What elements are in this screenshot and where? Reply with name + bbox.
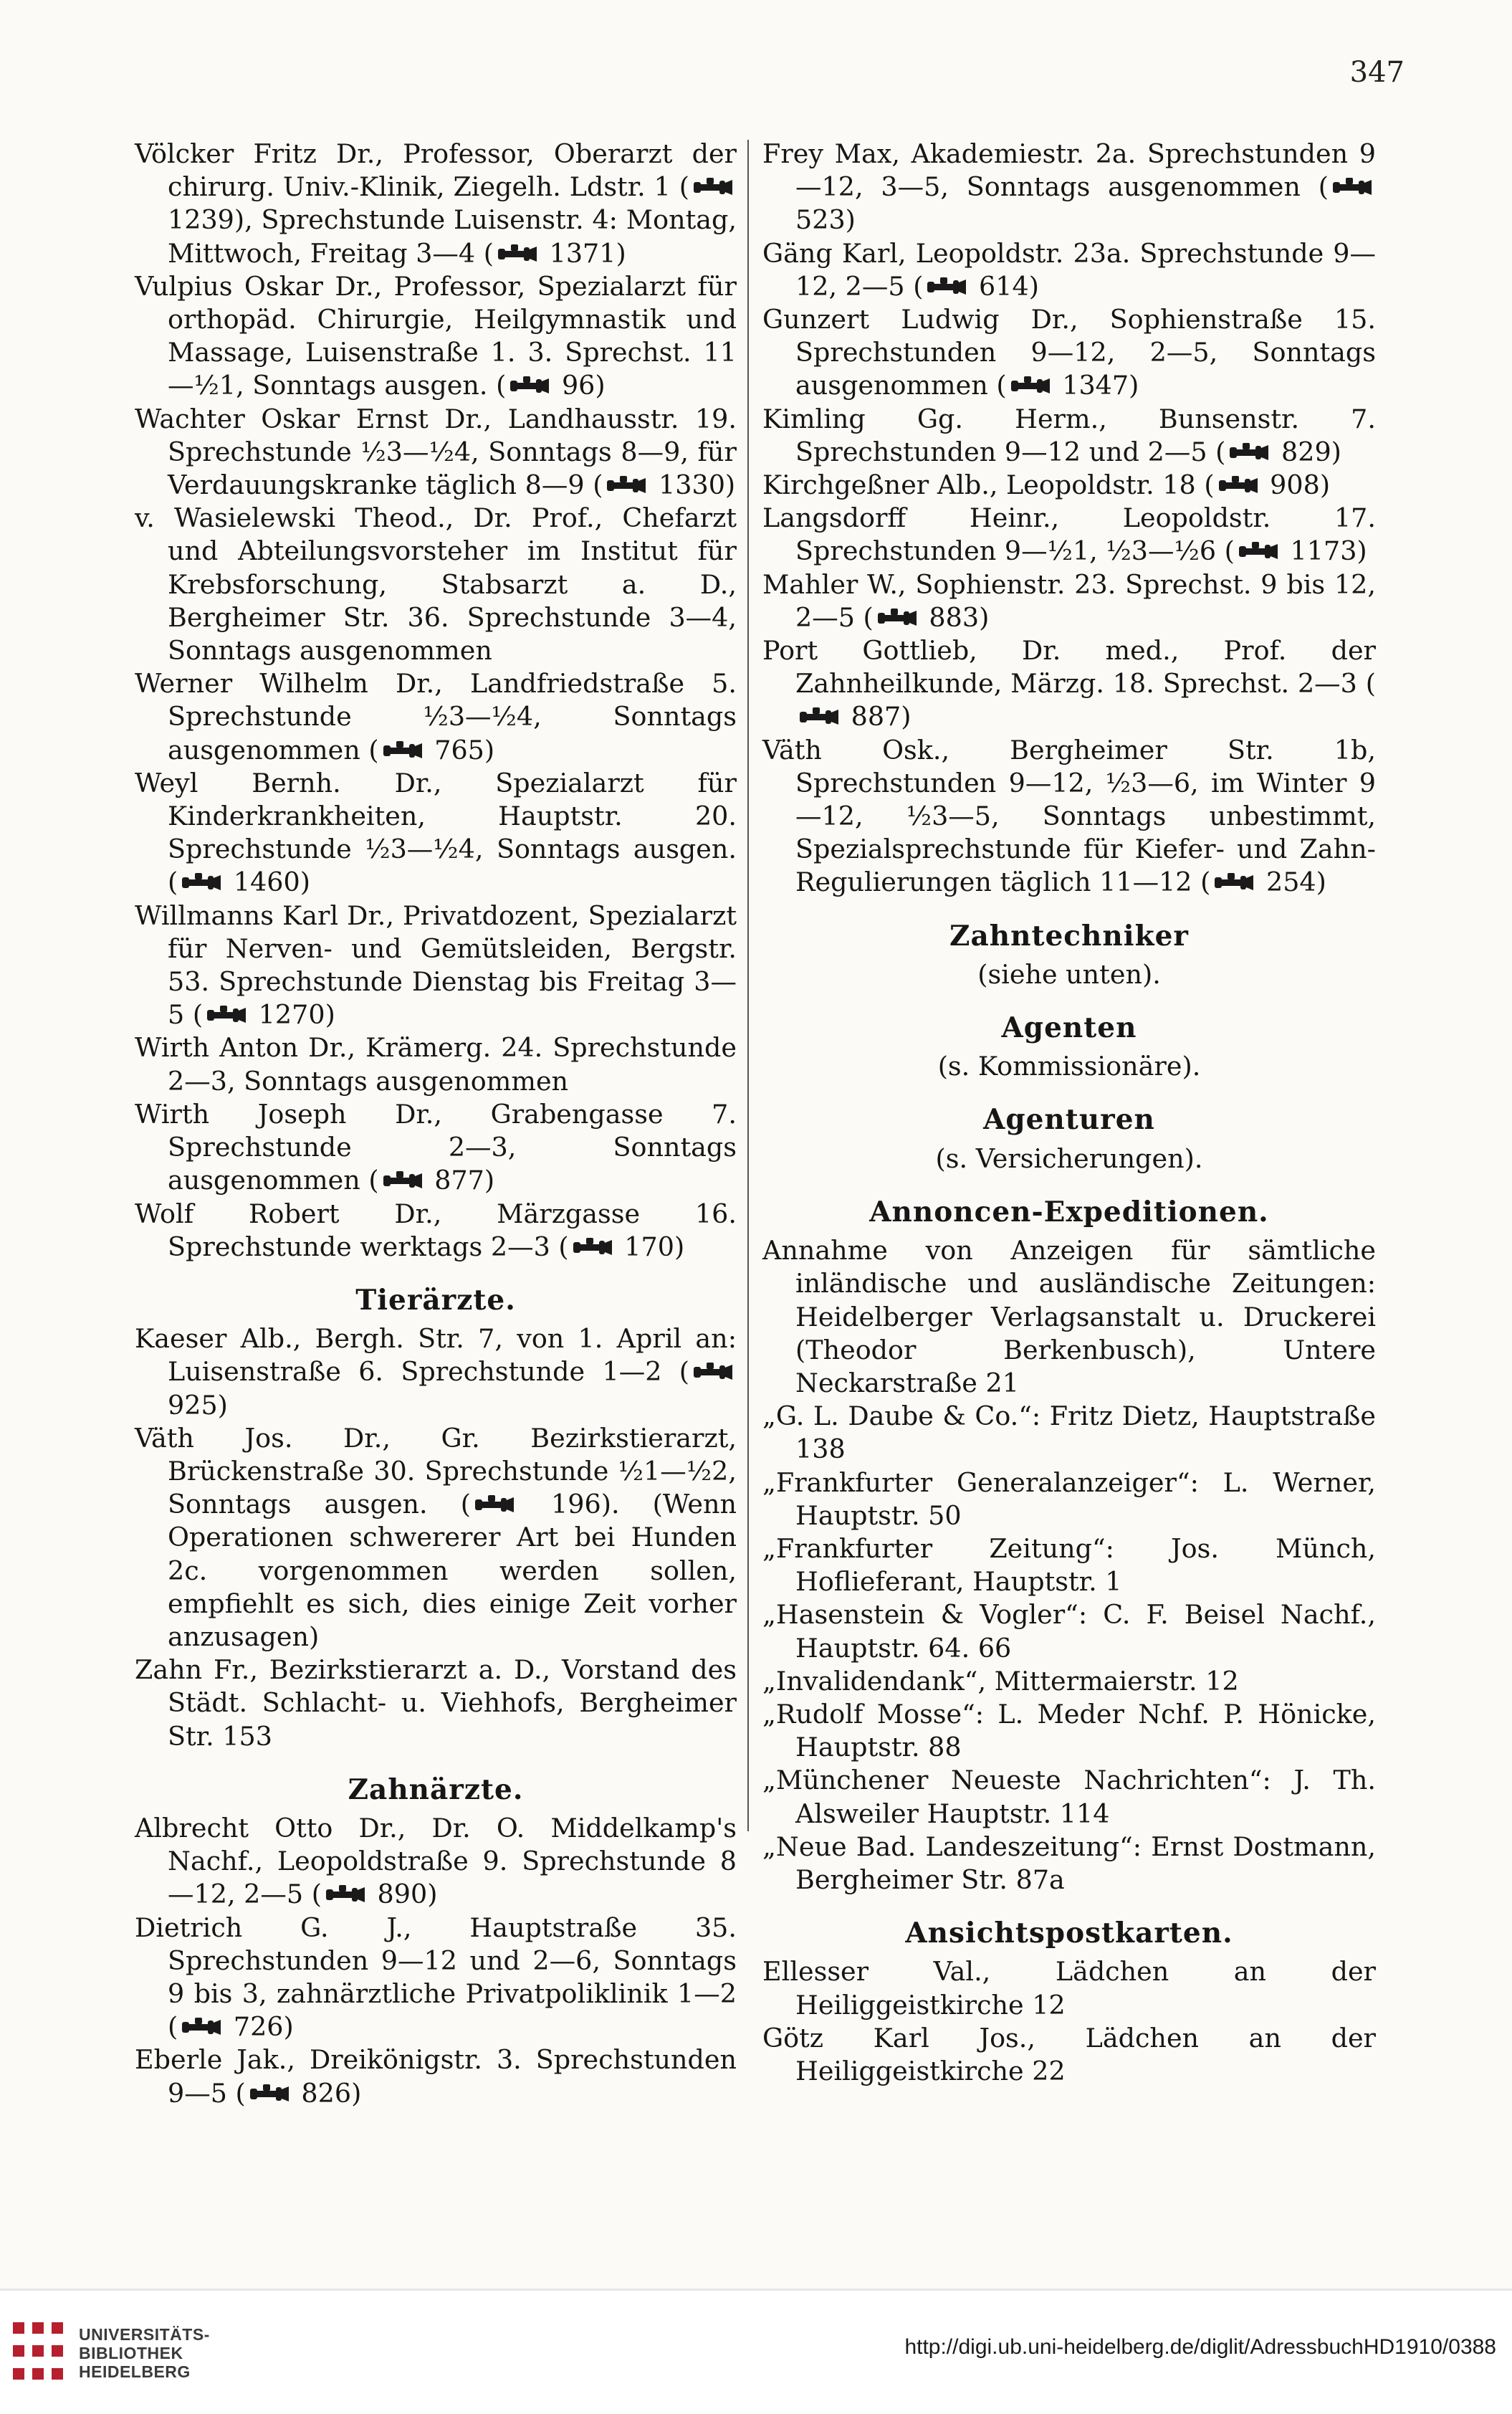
section-heading: Ansichtspostkarten. [905, 1917, 1233, 1950]
section-note: (siehe unten). [977, 958, 1161, 990]
telephone-icon [1228, 442, 1270, 463]
section-heading: Agenturen [983, 1103, 1155, 1137]
telephone-icon [181, 872, 222, 893]
telephone-icon [1217, 474, 1259, 496]
library-name [79, 2325, 210, 2381]
section-heading: Tierärzte. [355, 1283, 516, 1317]
telephone-icon [1238, 540, 1279, 562]
directory-entry: Gäng Karl, Leopoldstr. 23a. Sprechstunde 9—12, 2—5 ( 614) [762, 237, 1376, 302]
directory-entry: Zahn Fr., Bezirkstierarzt a. D., Vorstand des Städt. Schlacht- u. Viehhofs, Bergheimer Str. 153 [135, 1654, 737, 1752]
section-heading: Zahntechniker [949, 919, 1189, 953]
directory-entry: Väth Jos. Dr., Gr. Bezirkstierarzt, Brückenstraße 30. Sprechstunde ½1—½2, Sonntags ausgen. ( 196). (Wenn Operationen schwererer Art bei Hunden 2c. vorgenommen werden sollen, empfiehlt es sich, dies einige Zeit vorher anzusagen) [135, 1422, 737, 1652]
directory-entry: Wirth Joseph Dr., Grabengasse 7. Sprechstunde 2—3, Sonntags ausgenommen ( 877) [135, 1098, 737, 1196]
page-number: 347 [1349, 56, 1405, 89]
section-heading: Agenten [1001, 1011, 1137, 1045]
source-url[interactable]: http://digi.ub.uni-heidelberg.de/diglit/AdressbuchHD1910/0388 [904, 2335, 1496, 2359]
directory-entry: Albrecht Otto Dr., Dr. O. Middelkamp's Nachf., Leopoldstraße 9. Sprechstunde 8—12, 2—5 ( 890) [135, 1812, 737, 1910]
telephone-icon [798, 706, 840, 727]
section-note: (s. Kommissionäre). [937, 1051, 1201, 1082]
directory-entry: Götz Karl Jos., Lädchen an der Heiliggeistkirche 22 [762, 2022, 1376, 2086]
directory-entry: „Neue Bad. Landeszeitung“: Ernst Dostmann, Bergheimer Str. 87a [762, 1831, 1376, 1895]
telephone-icon [382, 740, 424, 761]
left-column [135, 138, 737, 2110]
directory-entry: „Frankfurter Generalanzeiger“: L. Werner, Hauptstr. 50 [762, 1466, 1376, 1531]
telephone-icon [1331, 176, 1373, 198]
telephone-icon [692, 176, 734, 198]
directory-entry: „Invalidendank“, Mittermaierstr. 12 [762, 1665, 1239, 1697]
library-name-line: UNIVERSITÄTS- [79, 2325, 210, 2344]
directory-entry: Mahler W., Sophienstr. 23. Sprechst. 9 bis 12, 2—5 ( 883) [762, 568, 1376, 633]
directory-entry: Wachter Oskar Ernst Dr., Landhausstr. 19. Sprechstunde ½3—½4, Sonntags 8—9, für Verdauungskranke täglich 8—9 ( 1330) [135, 403, 737, 501]
telephone-icon [497, 243, 538, 264]
directory-entry: Wolf Robert Dr., Märzgasse 16. Sprechstunde werktags 2—3 ( 170) [135, 1198, 737, 1262]
directory-entry: Eberle Jak., Dreikönigstr. 3. Sprechstunden 9—5 ( 826) [135, 2044, 737, 2109]
section-heading: Zahnärzte. [348, 1773, 524, 1806]
telephone-icon [1213, 872, 1255, 893]
directory-entry: „Münchener Neueste Nachrichten“: J. Th. Alsweiler Hauptstr. 114 [762, 1765, 1376, 1829]
telephone-icon [509, 375, 550, 396]
telephone-icon [876, 607, 918, 629]
directory-entry: Willmanns Karl Dr., Privatdozent, Spezialarzt für Nerven- und Gemütsleiden, Bergstr. 53. Sprechstunde Dienstag bis Freitag 3—5 ( 1270) [135, 900, 737, 1031]
directory-entry: Gunzert Ludwig Dr., Sophienstraße 15. Sprechstunden 9—12, 2—5, Sonntags ausgenommen ( 1347) [762, 304, 1376, 401]
telephone-icon [1010, 375, 1051, 396]
telephone-icon [926, 276, 967, 297]
directory-entry: v. Wasielewski Theod., Dr. Prof., Chefarzt und Abteilungsvorsteher im Institut für Krebsforschung, Stabsarzt a. D., Bergheimer Str. 36. Sprechstunde 3—4, Sonntags ausgenommen [135, 502, 737, 667]
telephone-icon [206, 1004, 247, 1026]
telephone-icon [692, 1361, 734, 1383]
directory-entry: Kirchgeßner Alb., Leopoldstr. 18 ( 908) [762, 469, 1331, 501]
directory-entry: „Rudolf Mosse“: L. Meder Nchf. P. Hönicke, Hauptstr. 88 [762, 1698, 1376, 1763]
telephone-icon [572, 1236, 613, 1258]
directory-entry: Frey Max, Akademiestr. 2a. Sprechstunden 9—12, 3—5, Sonntags ausgenommen ( 523) [762, 138, 1376, 236]
telephone-icon [181, 2016, 222, 2038]
directory-entry: Ellesser Val., Lädchen an der Heiliggeistkirche 12 [762, 1956, 1376, 2021]
directory-entry: „G. L. Daube & Co.“: Fritz Dietz, Hauptstraße 138 [762, 1401, 1376, 1465]
telephone-icon [474, 1494, 515, 1515]
section-note: (s. Versicherungen). [935, 1142, 1203, 1174]
directory-entry: Werner Wilhelm Dr., Landfriedstraße 5. Sprechstunde ½3—½4, Sonntags ausgenommen ( 765) [135, 668, 737, 765]
directory-entry: „Hasenstein & Vogler“: C. F. Beisel Nachf., Hauptstr. 64. 66 [762, 1599, 1376, 1664]
directory-entry: Annahme von Anzeigen für sämtliche inländische und ausländische Zeitungen: Heidelberger Verlagsanstalt u. Druckerei (Theodor Berkenbusch), Untere Neckarstraße 21 [762, 1235, 1376, 1398]
directory-entry: Weyl Bernh. Dr., Spezialarzt für Kinderkrankheiten, Hauptstr. 20. Sprechstunde ½3—½4, Sonntags ausgen. ( 1460) [135, 767, 737, 898]
directory-entry: Völcker Fritz Dr., Professor, Oberarzt der chirurg. Univ.-Klinik, Ziegelh. Ldstr. 1 ( 1239), Sprechstunde Luisenstr. 4: Montag, Mittwoch, Freitag 3—4 ( 1371) [135, 138, 737, 269]
telephone-icon [249, 2083, 290, 2104]
telephone-icon [382, 1170, 424, 1191]
library-name-line: BIBLIOTHEK [79, 2344, 183, 2362]
telephone-icon [325, 1884, 366, 1905]
library-name-line: HEIDELBERG [79, 2362, 191, 2381]
right-column [762, 138, 1376, 2088]
directory-entry: Kaeser Alb., Bergh. Str. 7, von 1. April an: Luisenstraße 6. Sprechstunde 1—2 ( 925) [135, 1323, 737, 1421]
column-divider [747, 140, 749, 1831]
directory-entry: Port Gottlieb, Dr. med., Prof. der Zahnheilkunde, Märzg. 18. Sprechst. 2—3 ( 887) [762, 635, 1376, 733]
directory-entry: „Frankfurter Zeitung“: Jos. Münch, Hoflieferant, Hauptstr. 1 [762, 1532, 1376, 1598]
library-logo-icon [11, 2321, 64, 2382]
telephone-icon [606, 474, 647, 496]
directory-entry: Wirth Anton Dr., Krämerg. 24. Sprechstunde 2—3, Sonntags ausgenommen [135, 1032, 737, 1097]
directory-entry: Kimling Gg. Herm., Bunsenstr. 7. Sprechstunden 9—12 und 2—5 ( 829) [762, 403, 1376, 467]
directory-entry: Väth Osk., Bergheimer Str. 1b, Sprechstunden 9—12, ½3—6, im Winter 9—12, ½3—5, Sonntags unbestimmt, Spezialsprechstunde für Kiefer- und Zahn-Regulierungen täglich 11—12 ( 254) [762, 734, 1376, 898]
directory-entry: Langsdorff Heinr., Leopoldstr. 17. Sprechstunden 9—½1, ½3—½6 ( 1173) [762, 502, 1376, 567]
directory-entry: Vulpius Oskar Dr., Professor, Spezialarzt für orthopäd. Chirurgie, Heilgymnastik und Massage, Luisenstraße 1. 3. Sprechst. 11—½1, Sonntags ausgen. ( 96) [135, 270, 737, 401]
section-heading: Annoncen-Expeditionen. [869, 1195, 1269, 1229]
directory-entry: Dietrich G. J., Hauptstraße 35. Sprechstunden 9—12 und 2—6, Sonntags 9 bis 3, zahnärztliche Privatpoliklinik 1—2 ( 726) [135, 1912, 737, 2043]
